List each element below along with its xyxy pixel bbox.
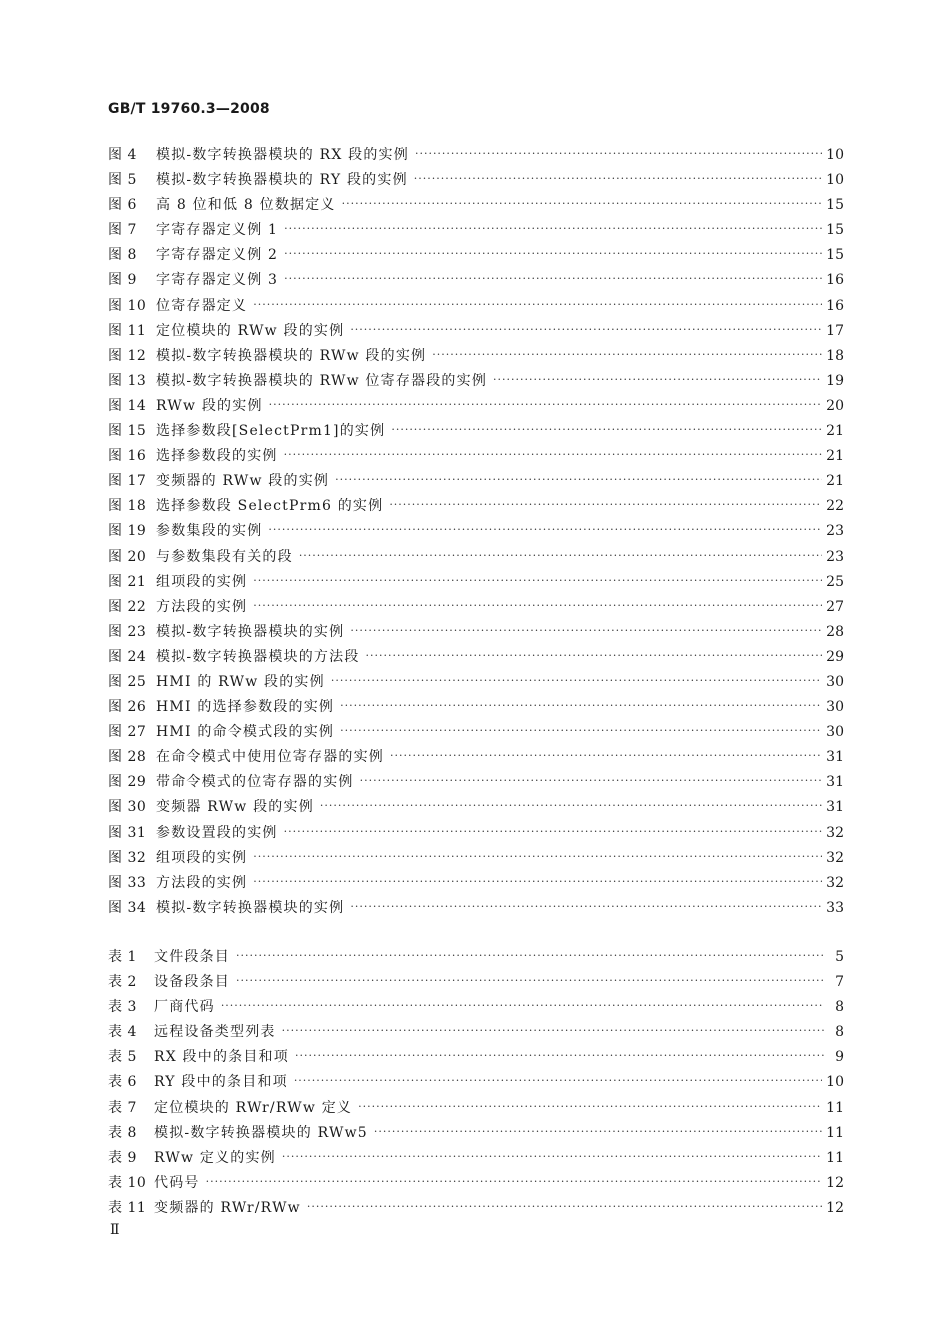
page-number: 12 — [826, 1199, 844, 1216]
dot-leader — [389, 498, 822, 512]
page-number: 11 — [826, 1149, 844, 1166]
figure-number: 图 32 — [108, 849, 147, 866]
figure-title: 模拟-数字转换器模块的 RWw 位寄存器段的实例 — [156, 372, 488, 389]
dot-leader — [284, 247, 822, 261]
figure-title: 选择参数段[SelectPrm1]的实例 — [156, 423, 386, 440]
dot-leader — [335, 473, 822, 487]
table-entry — [108, 946, 844, 971]
figure-title: 变频器的 RWw 段的实例 — [156, 473, 330, 490]
table-title: RWw 定义的实例 — [154, 1149, 276, 1166]
dot-leader — [366, 649, 823, 663]
figure-entry — [108, 495, 844, 520]
page-number: 16 — [826, 297, 844, 314]
page-number: 31 — [826, 749, 844, 766]
figure-entry — [108, 219, 844, 244]
table-entry — [108, 1046, 844, 1071]
page-number: 32 — [826, 874, 844, 891]
figure-title: 选择参数段 SelectPrm6 的实例 — [156, 498, 384, 515]
figure-number: 图 21 — [108, 573, 147, 590]
figure-title: 带命令模式的位寄存器的实例 — [156, 774, 354, 791]
figure-title: 模拟-数字转换器模块的实例 — [156, 899, 345, 916]
figure-title: HMI 的选择参数段的实例 — [156, 699, 335, 716]
list-of-figures — [108, 144, 844, 922]
figure-entry — [108, 520, 844, 545]
figure-title: 模拟-数字转换器模块的 RY 段的实例 — [156, 172, 408, 189]
figure-number: 图 8 — [108, 247, 137, 264]
page-number: 30 — [826, 699, 844, 716]
figure-entry — [108, 295, 844, 320]
page-number: 28 — [826, 623, 844, 640]
table-entry — [108, 1122, 844, 1147]
page-number: 10 — [826, 1074, 844, 1091]
table-number: 表 10 — [108, 1174, 147, 1191]
figure-number: 图 13 — [108, 372, 147, 389]
figure-number: 图 17 — [108, 473, 147, 490]
dot-leader — [253, 850, 822, 864]
dot-leader — [331, 674, 822, 688]
figure-title: 定位模块的 RWw 段的实例 — [156, 322, 345, 339]
page-number: 21 — [826, 448, 844, 465]
page-number: 31 — [826, 799, 844, 816]
dot-leader — [221, 999, 824, 1013]
dot-leader — [284, 222, 822, 236]
figure-entry — [108, 370, 844, 395]
dot-leader — [350, 323, 822, 337]
page-number: 25 — [826, 573, 844, 590]
page-number: 21 — [826, 423, 844, 440]
dot-leader — [284, 272, 822, 286]
table-entry — [108, 1097, 844, 1122]
figure-entry — [108, 445, 844, 470]
table-number: 表 7 — [108, 1099, 137, 1116]
figure-entry — [108, 546, 844, 571]
figure-number: 图 9 — [108, 272, 137, 289]
figure-entry — [108, 395, 844, 420]
dot-leader — [294, 1074, 822, 1088]
figure-title: HMI 的 RWw 段的实例 — [156, 673, 325, 690]
figure-number: 图 6 — [108, 197, 137, 214]
page-number: 32 — [826, 849, 844, 866]
table-number: 表 6 — [108, 1074, 137, 1091]
figure-entry — [108, 244, 844, 269]
page-number: 12 — [826, 1174, 844, 1191]
table-entry — [108, 971, 844, 996]
table-entry — [108, 996, 844, 1021]
figure-entry — [108, 320, 844, 345]
table-title: 文件段条目 — [154, 949, 230, 965]
dot-leader — [415, 147, 822, 161]
page-number: 5 — [835, 949, 844, 965]
table-title: 定位模块的 RWr/RWw 定义 — [154, 1099, 353, 1116]
table-title: 厂商代码 — [154, 999, 215, 1016]
page-number: 8 — [835, 999, 844, 1016]
list-of-tables — [108, 946, 844, 1222]
dot-leader — [236, 974, 824, 988]
figure-number: 图 26 — [108, 699, 147, 716]
table-title: 模拟-数字转换器模块的 RWw5 — [154, 1124, 368, 1141]
dot-leader — [253, 298, 822, 312]
table-entry — [108, 1147, 844, 1172]
dot-leader — [284, 825, 823, 839]
page-number: 32 — [826, 824, 844, 841]
figure-number: 图 20 — [108, 548, 147, 565]
dot-leader — [432, 348, 822, 362]
figure-title: 变频器 RWw 段的实例 — [156, 799, 314, 816]
figure-entry — [108, 872, 844, 897]
dot-leader — [360, 774, 823, 788]
dot-leader — [342, 197, 823, 211]
dot-leader — [358, 1100, 822, 1114]
figure-title: HMI 的命令模式段的实例 — [156, 724, 335, 741]
figure-entry — [108, 671, 844, 696]
figure-number: 图 27 — [108, 724, 147, 741]
dot-leader — [253, 875, 822, 889]
dot-leader — [340, 724, 822, 738]
page-number: 21 — [826, 473, 844, 490]
figure-title: 模拟-数字转换器模块的 RX 段的实例 — [156, 147, 409, 163]
page-number: 19 — [826, 372, 844, 389]
table-number: 表 1 — [108, 949, 137, 965]
page-number: 9 — [835, 1049, 844, 1066]
dot-leader — [350, 624, 822, 638]
page-number: 10 — [826, 172, 844, 189]
table-title: RX 段中的条目和项 — [154, 1049, 289, 1066]
dot-leader — [269, 398, 823, 412]
page-number: 23 — [826, 548, 844, 565]
page-number: 30 — [826, 673, 844, 690]
figure-title: 方法段的实例 — [156, 598, 248, 615]
table-entry — [108, 1071, 844, 1096]
dot-leader — [299, 549, 822, 563]
figure-entry — [108, 621, 844, 646]
figure-title: 模拟-数字转换器模块的实例 — [156, 623, 345, 640]
dot-leader — [284, 448, 823, 462]
figure-title: 在命令模式中使用位寄存器的实例 — [156, 749, 384, 766]
figure-number: 图 15 — [108, 423, 147, 440]
table-number: 表 2 — [108, 974, 137, 991]
figure-title: 参数设置段的实例 — [156, 824, 278, 841]
figure-number: 图 28 — [108, 749, 147, 766]
dot-leader — [493, 373, 822, 387]
dot-leader — [268, 523, 822, 537]
dot-leader — [295, 1049, 824, 1063]
figure-entry — [108, 822, 844, 847]
page-number: 11 — [826, 1124, 844, 1141]
page-number: 22 — [826, 498, 844, 515]
table-entry — [108, 1021, 844, 1046]
standard-number-header: GB/T 19760.3—2008 — [108, 101, 270, 117]
dot-leader — [374, 1125, 822, 1139]
figure-entry — [108, 897, 844, 922]
figure-title: 字寄存器定义例 1 — [156, 222, 279, 239]
dot-leader — [236, 949, 824, 963]
table-title: RY 段中的条目和项 — [154, 1074, 288, 1091]
figure-title: 模拟-数字转换器模块的 RWw 段的实例 — [156, 347, 427, 364]
table-title: 代码号 — [154, 1174, 200, 1191]
figure-title: 字寄存器定义例 3 — [156, 272, 279, 289]
figure-entry — [108, 269, 844, 294]
table-entry — [108, 1172, 844, 1197]
figure-entry — [108, 796, 844, 821]
figure-entry — [108, 696, 844, 721]
figure-title: RWw 段的实例 — [156, 397, 263, 414]
figure-entry — [108, 847, 844, 872]
dot-leader — [206, 1175, 823, 1189]
figure-entry — [108, 144, 844, 169]
page-number: 31 — [826, 774, 844, 791]
figure-entry — [108, 345, 844, 370]
figure-entry — [108, 470, 844, 495]
page-number: 23 — [826, 523, 844, 540]
table-number: 表 8 — [108, 1124, 137, 1141]
figure-number: 图 10 — [108, 297, 147, 314]
figure-entry — [108, 646, 844, 671]
figure-number: 图 34 — [108, 899, 147, 916]
figure-title: 组项段的实例 — [156, 849, 248, 866]
page-number: 16 — [826, 272, 844, 289]
figure-title: 位寄存器定义 — [156, 297, 248, 314]
page-number: 7 — [835, 974, 844, 991]
table-number: 表 4 — [108, 1024, 137, 1041]
dot-leader — [350, 900, 822, 914]
page-folio: Ⅱ — [110, 1222, 120, 1238]
figure-number: 图 30 — [108, 799, 147, 816]
figure-number: 图 7 — [108, 222, 137, 239]
figure-title: 与参数集段有关的段 — [156, 548, 293, 565]
figure-title: 参数集段的实例 — [156, 523, 263, 540]
table-entry — [108, 1197, 844, 1222]
table-number: 表 3 — [108, 999, 137, 1016]
page-number: 8 — [835, 1024, 844, 1041]
page-number: 11 — [826, 1099, 844, 1116]
page-number: 10 — [826, 147, 844, 163]
page-number: 27 — [826, 598, 844, 615]
figure-number: 图 19 — [108, 523, 147, 540]
table-title: 设备段条目 — [154, 974, 230, 991]
page-number: 15 — [826, 222, 844, 239]
page-number: 20 — [826, 397, 844, 414]
figure-number: 图 16 — [108, 448, 147, 465]
table-title: 远程设备类型列表 — [154, 1024, 276, 1041]
figure-entry — [108, 596, 844, 621]
figure-entry — [108, 771, 844, 796]
figure-entry — [108, 746, 844, 771]
figure-number: 图 5 — [108, 172, 137, 189]
dot-leader — [282, 1024, 824, 1038]
figure-number: 图 18 — [108, 498, 147, 515]
figure-number: 图 22 — [108, 598, 147, 615]
figure-number: 图 29 — [108, 774, 147, 791]
figure-entry — [108, 571, 844, 596]
figure-title: 模拟-数字转换器模块的方法段 — [156, 648, 360, 665]
figure-title: 方法段的实例 — [156, 874, 248, 891]
figure-entry — [108, 420, 844, 445]
figure-entry — [108, 194, 844, 219]
figure-entry — [108, 169, 844, 194]
figure-title: 组项段的实例 — [156, 573, 248, 590]
page-number: 15 — [826, 247, 844, 264]
dot-leader — [253, 574, 822, 588]
figure-number: 图 4 — [108, 147, 137, 163]
page-number: 18 — [826, 347, 844, 364]
dot-leader — [307, 1200, 822, 1214]
table-title: 变频器的 RWr/RWw — [154, 1199, 301, 1216]
table-number: 表 5 — [108, 1049, 137, 1066]
dot-leader — [414, 172, 822, 186]
figure-number: 图 24 — [108, 648, 147, 665]
figure-number: 图 33 — [108, 874, 147, 891]
dot-leader — [340, 699, 822, 713]
page-number: 30 — [826, 724, 844, 741]
dot-leader — [391, 423, 822, 437]
figure-number: 图 14 — [108, 397, 147, 414]
figure-number: 图 31 — [108, 824, 147, 841]
dot-leader — [390, 749, 822, 763]
dot-leader — [320, 799, 822, 813]
table-number: 表 9 — [108, 1149, 137, 1166]
table-number: 表 11 — [108, 1199, 147, 1216]
figure-number: 图 12 — [108, 347, 147, 364]
page-number: 17 — [826, 322, 844, 339]
figure-number: 图 25 — [108, 673, 147, 690]
figure-title: 高 8 位和低 8 位数据定义 — [156, 197, 336, 214]
figure-title: 选择参数段的实例 — [156, 448, 278, 465]
dot-leader — [253, 599, 822, 613]
page-number: 33 — [826, 899, 844, 916]
figure-entry — [108, 721, 844, 746]
figure-number: 图 11 — [108, 322, 147, 339]
dot-leader — [282, 1150, 822, 1164]
page-number: 15 — [826, 197, 844, 214]
page-number: 29 — [826, 648, 844, 665]
figure-number: 图 23 — [108, 623, 147, 640]
figure-title: 字寄存器定义例 2 — [156, 247, 279, 264]
